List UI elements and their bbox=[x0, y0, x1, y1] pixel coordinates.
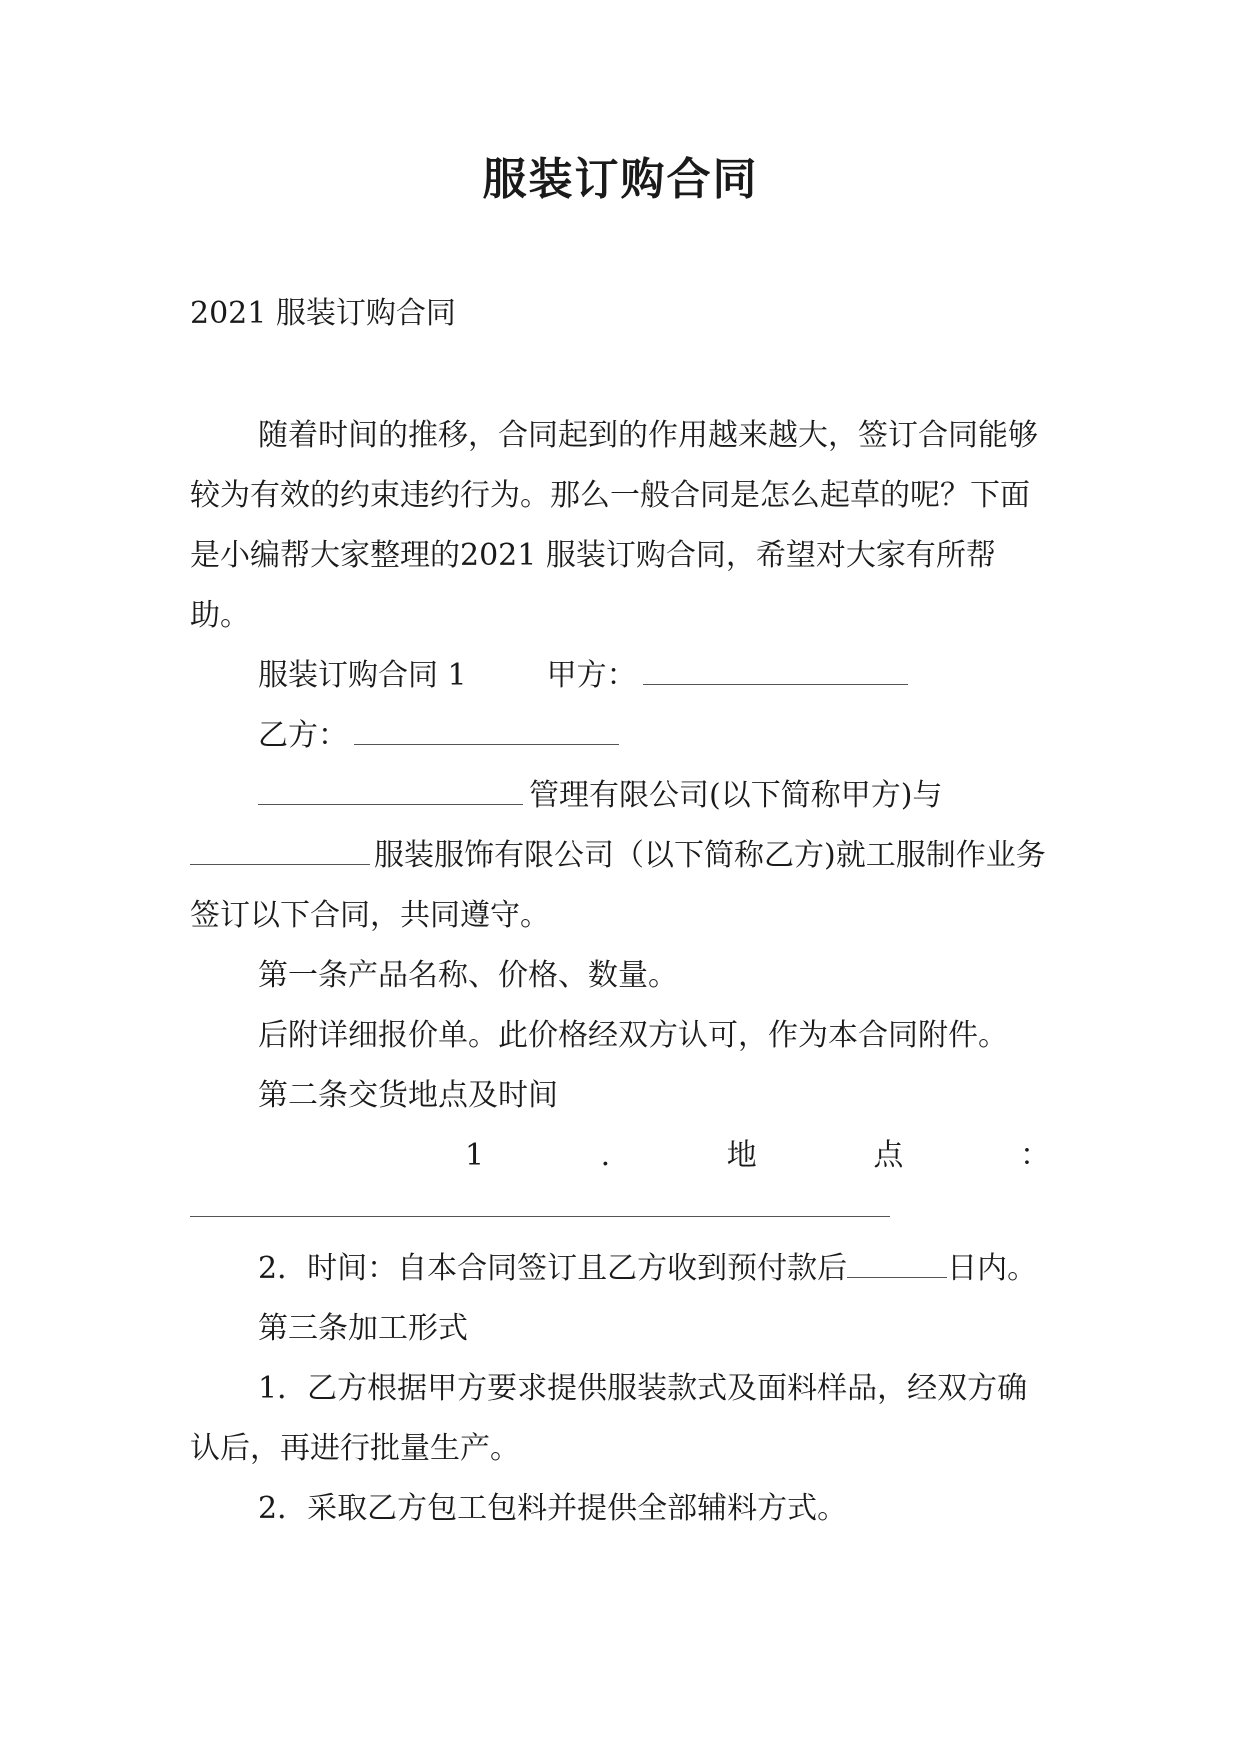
days-blank bbox=[847, 1249, 947, 1278]
time-prefix: 2．时间：自本合同签订且乙方收到预付款后 bbox=[258, 1251, 848, 1286]
contract-heading-line bbox=[190, 646, 1050, 706]
contract-heading: 服装订购合同 1 bbox=[258, 658, 467, 693]
location-char: ： bbox=[1019, 1138, 1050, 1173]
document-body bbox=[190, 406, 1050, 1539]
location-char: 地 bbox=[726, 1138, 757, 1173]
party-b-line bbox=[190, 706, 1050, 766]
article1-text: 后附详细报价单。此价格经双方认可，作为本合同附件。 bbox=[258, 1018, 1008, 1053]
company-b-paragraph bbox=[190, 826, 1050, 946]
company-a-line bbox=[190, 766, 1050, 826]
article2-title: 第二条交货地点及时间 bbox=[258, 1078, 558, 1113]
party-b-label: 乙方： bbox=[258, 718, 348, 753]
company-a-blank bbox=[258, 776, 523, 805]
document-title: 服装订购合同 bbox=[482, 154, 759, 205]
article3-item1: 1．乙方根据甲方要求提供服装款式及面料样品，经双方确认后，再进行批量生产。 bbox=[190, 1371, 1028, 1466]
location-char: 1 bbox=[465, 1138, 485, 1173]
time-suffix: 日内。 bbox=[947, 1251, 1038, 1286]
company-b-text: 服装服饰有限公司（以下简称乙方)就工服制作业务签订以下合同，共同遵守。 bbox=[190, 838, 1046, 933]
article1-title: 第一条产品名称、价格、数量。 bbox=[258, 958, 678, 993]
party-b-blank bbox=[354, 716, 619, 745]
party-a-blank bbox=[643, 656, 908, 685]
location-blank bbox=[190, 1186, 890, 1217]
article3-title: 第三条加工形式 bbox=[258, 1311, 468, 1346]
time-paragraph bbox=[190, 1239, 1050, 1299]
intro-paragraph: 随着时间的推移，合同起到的作用越来越大，签订合同能够较为有效的约束违约行为。那么一般合同是怎么起草的呢？下面是小编帮大家整理的2021 服装订购合同，希望对大家有所帮助。 bbox=[190, 418, 1038, 633]
location-char: 点 bbox=[873, 1138, 904, 1173]
company-b-blank bbox=[190, 836, 370, 865]
company-a-text: 管理有限公司(以下简称甲方)与 bbox=[529, 778, 943, 813]
document-subtitle: 2021 服装订购合同 bbox=[190, 296, 456, 331]
article3-item2: 2．采取乙方包工包料并提供全部辅料方式。 bbox=[258, 1491, 848, 1526]
location-char: . bbox=[600, 1138, 611, 1173]
party-a-label: 甲方： bbox=[546, 658, 637, 693]
location-line bbox=[190, 1126, 1050, 1186]
